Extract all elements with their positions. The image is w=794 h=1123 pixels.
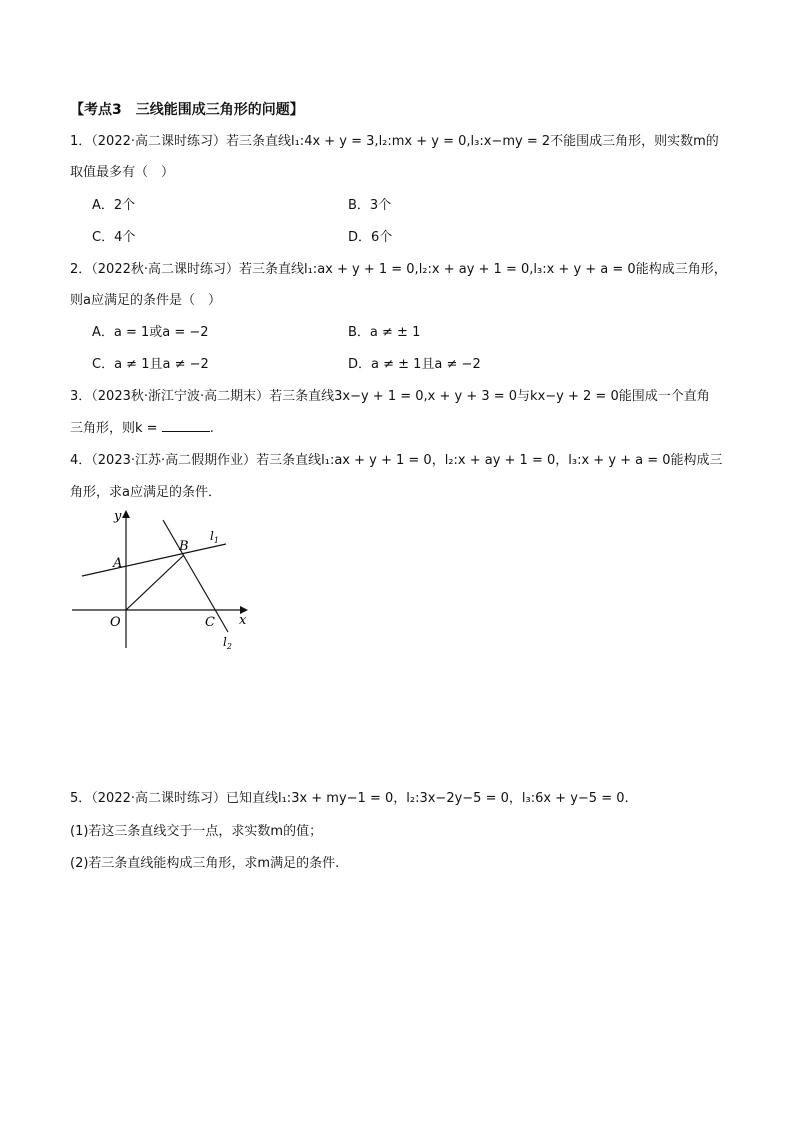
- label-a: A: [113, 556, 123, 571]
- label-l2-subscript: 2: [226, 642, 232, 651]
- question-2-option-a: A．a = 1或a = −2: [92, 325, 209, 340]
- label-l2: [223, 635, 232, 651]
- label-y: y: [114, 509, 122, 524]
- label-c: C: [205, 615, 215, 630]
- label-l2-letter: l: [223, 635, 227, 649]
- question-4-stem: 4．（2023·江苏·高二假期作业）若三条直线l₁:ax + y + 1 = 0，l₂:x + ay + 1 = 0，l₃:x + y + a = 0能构成三: [70, 453, 723, 468]
- label-x: x: [239, 613, 247, 628]
- line-l1: [82, 544, 226, 576]
- question-1-option-d: D．6个: [348, 230, 393, 245]
- y-axis-arrow: [122, 510, 130, 518]
- question-2-option-d: D．a ≠ ± 1且a ≠ −2: [348, 357, 481, 372]
- question-5-part-1: (1)若这三条直线交于一点，求实数m的值；: [70, 824, 323, 839]
- question-4-stem-continued: 角形，求a应满足的条件．: [70, 485, 221, 500]
- question-2-stem-continued: 则a应满足的条件是（ ）: [70, 293, 221, 308]
- question-1-stem: 1．（2022·高二课时练习）若三条直线l₁:4x + y = 3,l₂:mx + y = 0,l₃:x−my = 2不能围成三角形，则实数m的: [70, 134, 719, 149]
- question-2-option-c: C．a ≠ 1且a ≠ −2: [92, 357, 209, 372]
- label-l1-letter: l: [210, 529, 214, 543]
- question-2-stem: 2．（2022秋·高二课时练习）若三条直线l₁:ax + y + 1 = 0,l₂:x + ay + 1 = 0,l₃:x + y + a = 0能构成三角形，: [70, 262, 727, 277]
- question-5-stem: 5．（2022·高二课时练习）已知直线l₁:3x + my−1 = 0，l₂:3x−2y−5 = 0，l₃:6x + y−5 = 0.: [70, 791, 629, 806]
- label-o: O: [110, 615, 121, 630]
- question-1-option-a: A．2个: [92, 198, 136, 213]
- question-1-option-c: C．4个: [92, 230, 136, 245]
- label-b: B: [179, 539, 189, 554]
- label-l1: [210, 529, 219, 545]
- label-l1-subscript: 1: [213, 536, 219, 545]
- section-title: 【考点3 三线能围成三角形的问题】: [70, 102, 304, 118]
- question-3-stem-continued: [70, 419, 214, 438]
- question-3-prefix: 三角形，则k =: [70, 421, 158, 436]
- question-5-part-2: (2)若三条直线能构成三角形，求m满足的条件.: [70, 856, 340, 871]
- question-3-suffix: .: [209, 421, 214, 436]
- question-2-option-b: B．a ≠ ± 1: [348, 325, 421, 340]
- question-1-option-b: B．3个: [348, 198, 392, 213]
- question-4-figure: [60, 500, 260, 660]
- question-1-stem-continued: 取值最多有（ ）: [70, 165, 175, 180]
- segment-ob: [126, 555, 184, 610]
- answer-blank: [162, 419, 210, 432]
- question-3-stem: 3．（2023秋·浙江宁波·高二期末）若三条直线3x−y + 1 = 0,x + y + 3 = 0与kx−y + 2 = 0能围成一个直角: [70, 389, 710, 404]
